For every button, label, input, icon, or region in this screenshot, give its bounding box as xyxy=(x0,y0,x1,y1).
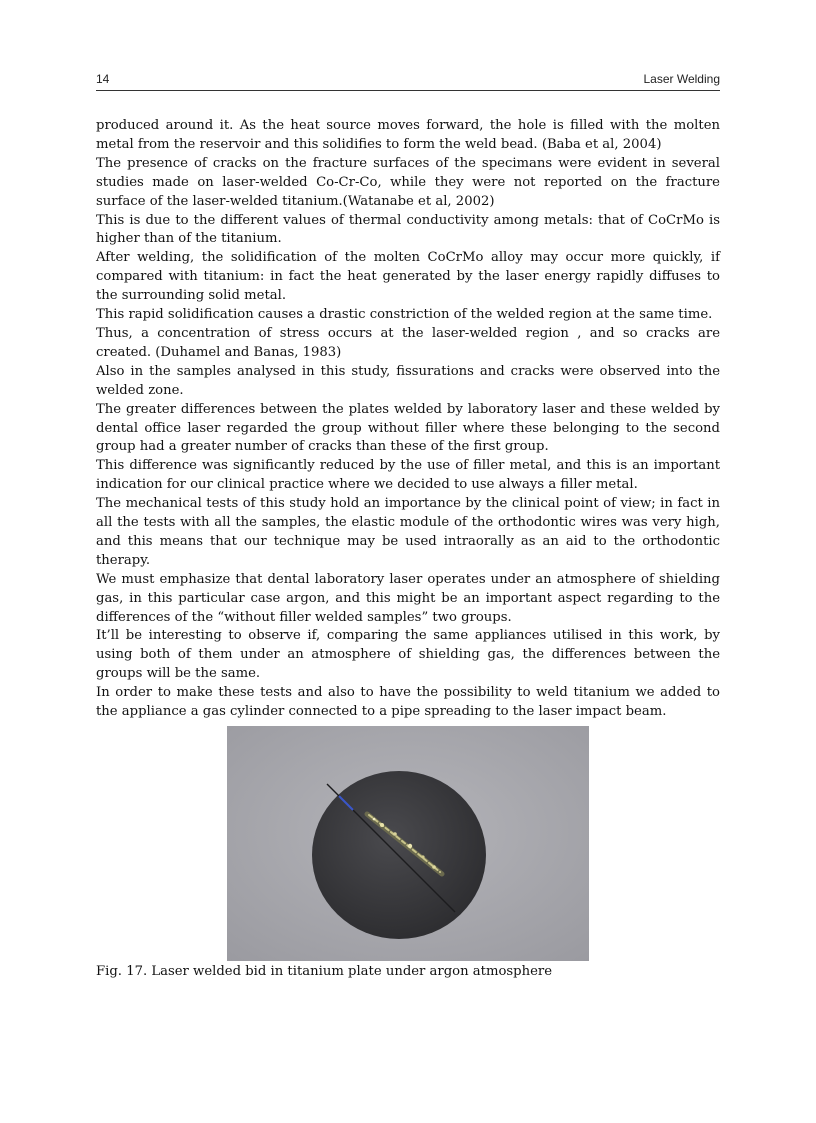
page-number: 14 xyxy=(96,72,110,86)
paragraph: The mechanical tests of this study hold an importance by the clinical point of view; in fact in all the tests with all the samples, the elastic module of the orthodontic wires was very high, and this means that our technique may be used intraorally as an aid to the orthodontic therapy. xyxy=(96,496,720,568)
page-header xyxy=(96,72,720,91)
paragraph: In order to make these tests and also to have the possibility to weld titanium we added to the appliance a gas cylinder connected to a pipe spreading to the laser impact beam. xyxy=(96,685,720,720)
body-text xyxy=(96,117,720,722)
paragraph: This rapid solidification causes a drastic constriction of the welded region at the same time. xyxy=(96,307,713,323)
paragraph: We must emphasize that dental laboratory laser operates under an atmosphere of shielding gas, in this particular case argon, and this might be an important aspect regarding to the differences of the “without filler welded samples” two groups. xyxy=(96,571,720,625)
paragraph: This is due to the different values of thermal conductivity among metals: that of CoCrMo is higher than of the titanium. xyxy=(96,212,720,247)
figure-caption: Fig. 17. Laser welded bid in titanium plate under argon atmosphere xyxy=(96,964,553,979)
titanium-plate xyxy=(312,771,486,939)
paragraph: produced around it. As the heat source moves forward, the hole is filled with the molten metal from the reservoir and this solidifies to form the weld bead. (Baba et al, 2004) xyxy=(96,118,720,152)
running-title: Laser Welding xyxy=(643,72,720,86)
paragraph: It’ll be interesting to observe if, comparing the same appliances utilised in this work, by using both of them under an atmosphere of shielding gas, the differences between the groups will be the same. xyxy=(96,628,720,682)
paragraph: Also in the samples analysed in this study, fissurations and cracks were observed into the welded zone. xyxy=(96,363,720,398)
figure-photo xyxy=(227,726,589,961)
paragraph: After welding, the solidification of the molten CoCrMo alloy may occur more quickly, if compared with titanium: in fact the heat generated by the laser energy rapidly diffuses to the surrounding solid metal. xyxy=(96,250,720,304)
paragraph: Thus, a concentration of stress occurs at the laser-welded region , and so cracks are created. (Duhamel and Banas, 1983) xyxy=(96,325,720,360)
paragraph: This difference was significantly reduced by the use of filler metal, and this is an important indication for our clinical practice where we decided to use always a filler metal. xyxy=(96,458,720,493)
paragraph: The presence of cracks on the fracture surfaces of the specimans were evident in several studies made on laser-welded Co-Cr-Co, while they were not reported on the fracture surface of the laser-welded titanium.(Watanabe et al, 2002) xyxy=(96,155,720,209)
paragraph: The greater differences between the plates welded by laboratory laser and these welded by dental office laser regarded the group without filler where these belonging to the second group had a greater number of cracks than these of the first group. xyxy=(96,401,720,455)
weld-photo xyxy=(227,726,589,961)
